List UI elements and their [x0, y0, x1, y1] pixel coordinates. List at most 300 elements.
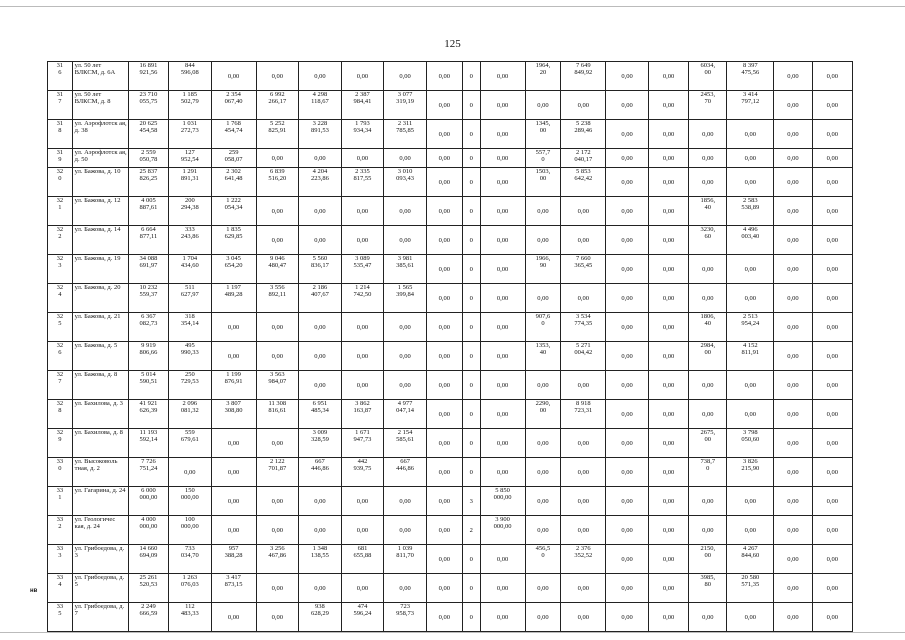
value-cell: 0,00 — [426, 226, 462, 255]
value-cell: 0,00 — [606, 603, 649, 632]
value-cell: 3 826 215,90 — [727, 458, 774, 487]
value-cell: 0,00 — [384, 342, 427, 371]
value-cell: 2 249 666,59 — [128, 603, 168, 632]
table-row — [48, 168, 853, 197]
value-cell: 0,00 — [256, 487, 299, 516]
value-cell: 2 302 641,48 — [211, 168, 256, 197]
value-cell: 0,00 — [211, 342, 256, 371]
value-cell: 0,00 — [812, 149, 853, 168]
value-cell: 0,00 — [384, 226, 427, 255]
value-cell: 0,00 — [812, 284, 853, 313]
value-cell: 250 729,53 — [169, 371, 212, 400]
value-cell: 5 271 004,42 — [561, 342, 606, 371]
value-cell: 2 354 067,40 — [211, 91, 256, 120]
value-cell: 25 837 826,25 — [128, 168, 168, 197]
value-cell: 0,00 — [648, 91, 688, 120]
value-cell: 0,00 — [774, 429, 812, 458]
value-cell: 0,00 — [299, 197, 342, 226]
value-cell: 0,00 — [606, 516, 649, 545]
value-cell: 0,00 — [648, 62, 688, 91]
value-cell: 0,00 — [561, 371, 606, 400]
value-cell: 0,00 — [727, 168, 774, 197]
value-cell: 6 367 082,73 — [128, 313, 168, 342]
value-cell: 738,7 0 — [689, 458, 727, 487]
value-cell: 0,00 — [426, 516, 462, 545]
value-cell: 9 919 806,66 — [128, 342, 168, 371]
value-cell: 0,00 — [256, 313, 299, 342]
value-cell: 1 768 454,74 — [211, 120, 256, 149]
table-row — [48, 62, 853, 91]
value-cell: 3 010 093,43 — [384, 168, 427, 197]
value-cell: 4 204 223,86 — [299, 168, 342, 197]
value-cell: 0 — [462, 545, 480, 574]
row-number-cell: 31 9 — [48, 149, 73, 168]
value-cell: 0,00 — [774, 168, 812, 197]
value-cell: 0,00 — [727, 371, 774, 400]
value-cell: 1 793 934,34 — [341, 120, 384, 149]
row-number-cell: 32 6 — [48, 342, 73, 371]
value-cell: 0,00 — [426, 149, 462, 168]
value-cell: 6034, 00 — [689, 62, 727, 91]
value-cell: 0,00 — [812, 168, 853, 197]
value-cell: 2 335 817,55 — [341, 168, 384, 197]
value-cell: 0,00 — [648, 371, 688, 400]
value-cell: 2150, 00 — [689, 545, 727, 574]
value-cell: 1 039 811,70 — [384, 545, 427, 574]
value-cell: 6 664 877,11 — [128, 226, 168, 255]
value-cell: 0,00 — [525, 197, 561, 226]
value-cell: 0,00 — [774, 197, 812, 226]
address-cell: ул. Гагарина, д. 24 — [72, 487, 128, 516]
value-cell: 0,00 — [561, 574, 606, 603]
value-cell: 0,00 — [426, 120, 462, 149]
value-cell: 0,00 — [256, 429, 299, 458]
value-cell: 0,00 — [299, 574, 342, 603]
value-cell: 7 649 849,92 — [561, 62, 606, 91]
value-cell: 1 263 076,03 — [169, 574, 212, 603]
value-cell: 0,00 — [648, 313, 688, 342]
value-cell: 0,00 — [689, 487, 727, 516]
value-cell: 7 660 365,45 — [561, 255, 606, 284]
value-cell: 0,00 — [211, 516, 256, 545]
value-cell: 0,00 — [648, 574, 688, 603]
row-number-cell: 32 0 — [48, 168, 73, 197]
value-cell: 0,00 — [812, 516, 853, 545]
value-cell: 0 — [462, 458, 480, 487]
value-cell: 0,00 — [648, 168, 688, 197]
value-cell: 318 354,14 — [169, 313, 212, 342]
bottom-border-line — [0, 632, 905, 633]
value-cell: 0,00 — [812, 603, 853, 632]
value-cell: 0,00 — [256, 149, 299, 168]
value-cell: 0 — [462, 313, 480, 342]
value-cell: 0,00 — [525, 516, 561, 545]
address-cell: ул. Бажова, д. 14 — [72, 226, 128, 255]
value-cell: 0,00 — [774, 120, 812, 149]
value-cell: 0,00 — [606, 120, 649, 149]
table-body — [48, 62, 853, 632]
value-cell: 0,00 — [727, 516, 774, 545]
value-cell: 0,00 — [341, 342, 384, 371]
value-cell: 0 — [462, 226, 480, 255]
value-cell: 41 921 626,39 — [128, 400, 168, 429]
value-cell: 0,00 — [648, 197, 688, 226]
value-cell: 0,00 — [606, 400, 649, 429]
value-cell: 2 376 352,52 — [561, 545, 606, 574]
value-cell: 0,00 — [812, 197, 853, 226]
value-cell: 1 704 434,60 — [169, 255, 212, 284]
value-cell: 0,00 — [480, 91, 525, 120]
value-cell: 3 900 000,00 — [480, 516, 525, 545]
value-cell: 0 — [462, 400, 480, 429]
value-cell: 0,00 — [341, 226, 384, 255]
value-cell: 0,00 — [812, 545, 853, 574]
value-cell: 0,00 — [606, 487, 649, 516]
value-cell: 0,00 — [426, 458, 462, 487]
value-cell: 259 058,07 — [211, 149, 256, 168]
value-cell: 0,00 — [648, 149, 688, 168]
value-cell: 6 839 516,20 — [256, 168, 299, 197]
value-cell: 0,00 — [384, 149, 427, 168]
value-cell: 25 261 520,53 — [128, 574, 168, 603]
value-cell: 0,00 — [426, 371, 462, 400]
footer-mark: нв — [30, 588, 38, 594]
value-cell: 3 981 385,61 — [384, 255, 427, 284]
row-number-cell: 32 3 — [48, 255, 73, 284]
page-number: 125 — [444, 38, 461, 50]
value-cell: 0 — [462, 120, 480, 149]
value-cell: 2 096 081,32 — [169, 400, 212, 429]
value-cell: 0,00 — [727, 149, 774, 168]
value-cell: 0,00 — [812, 91, 853, 120]
table-row — [48, 342, 853, 371]
table-row — [48, 545, 853, 574]
value-cell: 8 397 475,56 — [727, 62, 774, 91]
value-cell: 0,00 — [606, 226, 649, 255]
value-cell: 0,00 — [426, 545, 462, 574]
value-cell: 0,00 — [727, 284, 774, 313]
row-number-cell: 31 6 — [48, 62, 73, 91]
table-row — [48, 487, 853, 516]
top-border-line — [0, 6, 905, 7]
value-cell: 3985, 80 — [689, 574, 727, 603]
value-cell: 2 387 984,41 — [341, 91, 384, 120]
value-cell: 0,00 — [606, 574, 649, 603]
value-cell: 0,00 — [774, 574, 812, 603]
value-cell: 0,00 — [727, 400, 774, 429]
value-cell: 0,00 — [341, 574, 384, 603]
row-number-cell: 31 8 — [48, 120, 73, 149]
value-cell: 0,00 — [480, 458, 525, 487]
value-cell: 0,00 — [480, 400, 525, 429]
value-cell: 681 655,88 — [341, 545, 384, 574]
value-cell: 5 238 289,46 — [561, 120, 606, 149]
value-cell: 0,00 — [774, 226, 812, 255]
value-cell: 557,7 0 — [525, 149, 561, 168]
value-cell: 0,00 — [774, 255, 812, 284]
value-cell: 0 — [462, 197, 480, 226]
value-cell: 0,00 — [299, 149, 342, 168]
value-cell: 4 267 844,60 — [727, 545, 774, 574]
value-cell: 0,00 — [211, 487, 256, 516]
address-cell: ул. Аэрофлотск ая, д. 50 — [72, 149, 128, 168]
value-cell: 0,00 — [561, 429, 606, 458]
value-cell: 20 625 454,58 — [128, 120, 168, 149]
value-cell: 0 — [462, 149, 480, 168]
value-cell: 3 256 467,86 — [256, 545, 299, 574]
address-cell: ул. Бажова, д. 10 — [72, 168, 128, 197]
value-cell: 0 — [462, 255, 480, 284]
value-cell: 3 045 654,20 — [211, 255, 256, 284]
table-row — [48, 603, 853, 632]
address-cell: ул. 50 лет ВЛКСМ, д. 6А — [72, 62, 128, 91]
value-cell: 3 417 873,15 — [211, 574, 256, 603]
value-cell: 0,00 — [606, 255, 649, 284]
value-cell: 0,00 — [525, 574, 561, 603]
value-cell: 1966, 90 — [525, 255, 561, 284]
value-cell: 150 000,00 — [169, 487, 212, 516]
value-cell: 0,00 — [256, 603, 299, 632]
value-cell: 3 — [462, 487, 480, 516]
value-cell: 9 046 480,47 — [256, 255, 299, 284]
value-cell: 0,00 — [426, 574, 462, 603]
table-row — [48, 226, 853, 255]
value-cell: 200 294,38 — [169, 197, 212, 226]
value-cell: 2 583 538,89 — [727, 197, 774, 226]
value-cell: 0,00 — [606, 371, 649, 400]
value-cell: 0,00 — [812, 400, 853, 429]
value-cell: 0,00 — [480, 313, 525, 342]
value-cell: 3 563 984,07 — [256, 371, 299, 400]
value-cell: 3230, 60 — [689, 226, 727, 255]
value-cell: 0,00 — [648, 603, 688, 632]
value-cell: 0,00 — [299, 516, 342, 545]
value-cell: 0,00 — [256, 226, 299, 255]
value-cell: 0,00 — [299, 313, 342, 342]
table-row — [48, 255, 853, 284]
address-cell: ул. Бажова, д. 21 — [72, 313, 128, 342]
value-cell: 3 089 535,47 — [341, 255, 384, 284]
table-row — [48, 284, 853, 313]
table-row — [48, 429, 853, 458]
value-cell: 0,00 — [727, 120, 774, 149]
value-cell: 0,00 — [211, 603, 256, 632]
value-cell: 0,00 — [774, 149, 812, 168]
row-number-cell: 32 8 — [48, 400, 73, 429]
row-number-cell: 32 2 — [48, 226, 73, 255]
value-cell: 0,00 — [774, 487, 812, 516]
address-cell: ул. Грибоедова, д. 3 — [72, 545, 128, 574]
value-cell: 0,00 — [426, 255, 462, 284]
value-cell: 3 009 328,59 — [299, 429, 342, 458]
value-cell: 667 446,86 — [384, 458, 427, 487]
value-cell: 112 483,33 — [169, 603, 212, 632]
value-cell: 0,00 — [256, 342, 299, 371]
value-cell: 0,00 — [480, 545, 525, 574]
value-cell: 0,00 — [812, 120, 853, 149]
value-cell: 3 228 891,53 — [299, 120, 342, 149]
value-cell: 0,00 — [774, 458, 812, 487]
value-cell: 0,00 — [689, 149, 727, 168]
value-cell: 1353, 40 — [525, 342, 561, 371]
value-cell: 0,00 — [384, 371, 427, 400]
value-cell: 723 958,73 — [384, 603, 427, 632]
value-cell: 4 977 047,14 — [384, 400, 427, 429]
value-cell: 0 — [462, 168, 480, 197]
address-cell: ул. Грибоедова, д. 7 — [72, 603, 128, 632]
value-cell: 0,00 — [341, 62, 384, 91]
value-cell: 0,00 — [480, 342, 525, 371]
value-cell: 0,00 — [606, 284, 649, 313]
table-row — [48, 91, 853, 120]
value-cell: 6 951 485,34 — [299, 400, 342, 429]
value-cell: 20 580 571,35 — [727, 574, 774, 603]
value-cell: 0,00 — [774, 516, 812, 545]
value-cell: 844 596,08 — [169, 62, 212, 91]
table-row — [48, 458, 853, 487]
value-cell: 0,00 — [341, 487, 384, 516]
value-cell: 0,00 — [384, 62, 427, 91]
value-cell: 0,00 — [689, 603, 727, 632]
value-cell: 0,00 — [648, 120, 688, 149]
value-cell: 34 088 691,97 — [128, 255, 168, 284]
value-cell: 0,00 — [525, 429, 561, 458]
value-cell: 1503, 00 — [525, 168, 561, 197]
value-cell: 0,00 — [426, 91, 462, 120]
value-cell: 0,00 — [606, 149, 649, 168]
value-cell: 1 197 489,28 — [211, 284, 256, 313]
value-cell: 0,00 — [812, 429, 853, 458]
value-cell: 3 414 797,12 — [727, 91, 774, 120]
value-cell: 0,00 — [561, 603, 606, 632]
value-cell: 1 348 138,55 — [299, 545, 342, 574]
row-number-cell: 33 5 — [48, 603, 73, 632]
value-cell: 0,00 — [648, 226, 688, 255]
value-cell: 2675, 00 — [689, 429, 727, 458]
value-cell: 733 034,70 — [169, 545, 212, 574]
value-cell: 474 596,24 — [341, 603, 384, 632]
value-cell: 0,00 — [480, 120, 525, 149]
value-cell: 1345, 00 — [525, 120, 561, 149]
value-cell: 0,00 — [211, 429, 256, 458]
value-cell: 0,00 — [211, 458, 256, 487]
row-number-cell: 33 1 — [48, 487, 73, 516]
value-cell: 0,00 — [689, 516, 727, 545]
value-cell: 0,00 — [648, 487, 688, 516]
value-cell: 3 807 308,80 — [211, 400, 256, 429]
value-cell: 0,00 — [727, 255, 774, 284]
value-cell: 0,00 — [774, 91, 812, 120]
value-cell: 0,00 — [480, 255, 525, 284]
value-cell: 0,00 — [426, 342, 462, 371]
value-cell: 2 559 050,78 — [128, 149, 168, 168]
value-cell: 0,00 — [480, 371, 525, 400]
value-cell: 1 291 891,31 — [169, 168, 212, 197]
address-cell: ул. Бажова, д. 20 — [72, 284, 128, 313]
value-cell: 0,00 — [648, 545, 688, 574]
value-cell: 2 154 585,61 — [384, 429, 427, 458]
value-cell: 11 308 816,61 — [256, 400, 299, 429]
value-cell: 0,00 — [774, 62, 812, 91]
value-cell: 2 — [462, 516, 480, 545]
value-cell: 10 232 559,37 — [128, 284, 168, 313]
value-cell: 0,00 — [812, 226, 853, 255]
value-cell: 0,00 — [561, 91, 606, 120]
value-cell: 0,00 — [561, 487, 606, 516]
value-cell: 0,00 — [256, 574, 299, 603]
value-cell: 938 628,29 — [299, 603, 342, 632]
value-cell: 0,00 — [648, 284, 688, 313]
value-cell: 495 990,33 — [169, 342, 212, 371]
value-cell: 0,00 — [606, 168, 649, 197]
value-cell: 0,00 — [299, 371, 342, 400]
value-cell: 6 000 000,00 — [128, 487, 168, 516]
data-table — [47, 61, 853, 632]
value-cell: 0,00 — [211, 313, 256, 342]
row-number-cell: 33 4 — [48, 574, 73, 603]
value-cell: 0,00 — [774, 284, 812, 313]
value-cell: 456,5 0 — [525, 545, 561, 574]
row-number-cell: 33 3 — [48, 545, 73, 574]
value-cell: 0,00 — [384, 197, 427, 226]
table-row — [48, 313, 853, 342]
value-cell: 0,00 — [426, 487, 462, 516]
table-row — [48, 149, 853, 168]
value-cell: 0,00 — [211, 62, 256, 91]
value-cell: 1 199 876,91 — [211, 371, 256, 400]
value-cell: 0 — [462, 574, 480, 603]
address-cell: ул. 50 лет ВЛКСМ, д. 8 — [72, 91, 128, 120]
value-cell: 3 534 774,35 — [561, 313, 606, 342]
value-cell: 16 891 921,56 — [128, 62, 168, 91]
row-number-cell: 32 1 — [48, 197, 73, 226]
value-cell: 0,00 — [299, 342, 342, 371]
value-cell: 1964, 20 — [525, 62, 561, 91]
value-cell: 0,00 — [169, 458, 212, 487]
value-cell: 1 214 742,50 — [341, 284, 384, 313]
value-cell: 0,00 — [426, 284, 462, 313]
value-cell: 0,00 — [480, 226, 525, 255]
value-cell: 0 — [462, 91, 480, 120]
address-cell: ул. Бажова, д. 19 — [72, 255, 128, 284]
value-cell: 0 — [462, 62, 480, 91]
value-cell: 0,00 — [606, 313, 649, 342]
table-row — [48, 371, 853, 400]
value-cell: 127 952,54 — [169, 149, 212, 168]
value-cell: 0,00 — [689, 120, 727, 149]
value-cell: 907,6 0 — [525, 313, 561, 342]
value-cell: 0,00 — [689, 284, 727, 313]
value-cell: 7 726 751,24 — [128, 458, 168, 487]
value-cell: 0,00 — [648, 458, 688, 487]
value-cell: 0,00 — [812, 313, 853, 342]
value-cell: 23 710 055,75 — [128, 91, 168, 120]
value-cell: 0,00 — [426, 429, 462, 458]
value-cell: 0,00 — [812, 371, 853, 400]
value-cell: 0,00 — [774, 603, 812, 632]
table-row — [48, 120, 853, 149]
value-cell: 957 388,28 — [211, 545, 256, 574]
value-cell: 1 565 399,84 — [384, 284, 427, 313]
value-cell: 0,00 — [606, 197, 649, 226]
value-cell: 442 939,75 — [341, 458, 384, 487]
address-cell: ул. Бажова, д. 5 — [72, 342, 128, 371]
value-cell: 0,00 — [341, 197, 384, 226]
value-cell: 0 — [462, 429, 480, 458]
value-cell: 4 496 003,40 — [727, 226, 774, 255]
value-cell: 1 835 629,85 — [211, 226, 256, 255]
value-cell: 0,00 — [812, 574, 853, 603]
